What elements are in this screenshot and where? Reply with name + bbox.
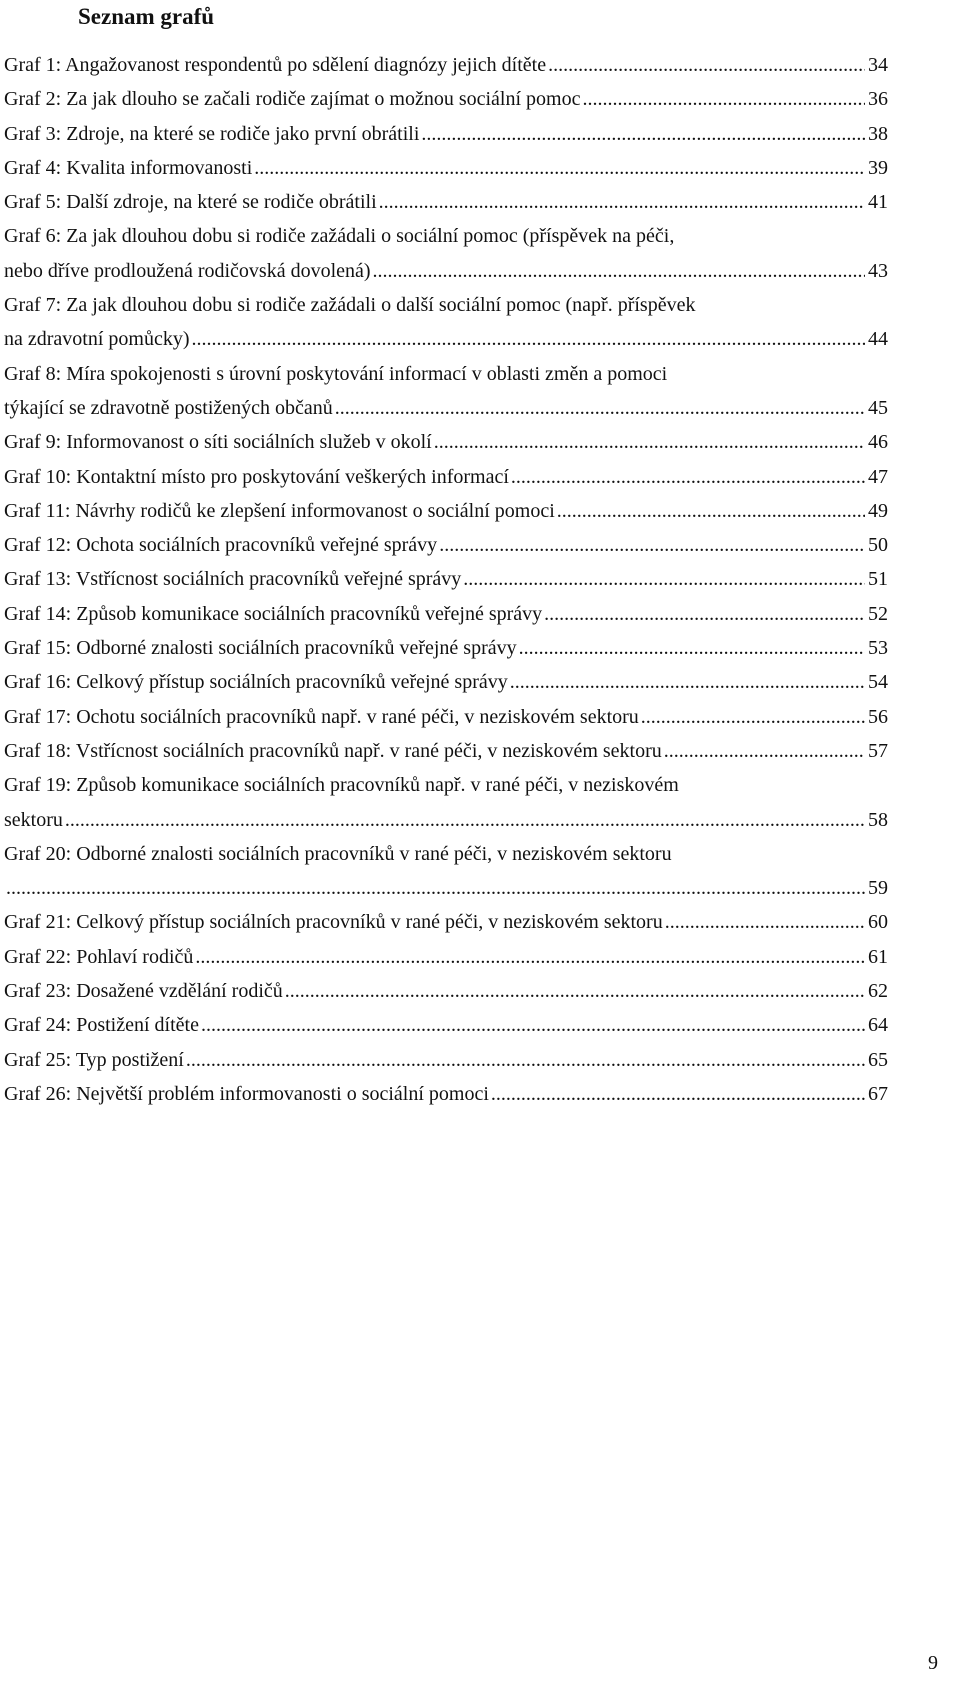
- toc-entry-title: Graf 17: Ochotu sociálních pracovníků např. v rané péči, v neziskovém sektoru: [4, 705, 639, 728]
- toc-entry-title: Graf 16: Celkový přístup sociálních pracovníků veřejné správy: [4, 671, 508, 694]
- toc-entry-title: Graf 25: Typ postižení: [4, 1048, 184, 1071]
- toc-entry[interactable]: [4, 425, 888, 459]
- toc-entry-title: Graf 12: Ochota sociálních pracovníků veřejné správy: [4, 534, 438, 557]
- dot-leader: [491, 1077, 865, 1111]
- toc-entry-title: Graf 5: Další zdroje, na které se rodiče obrátili: [4, 191, 377, 214]
- toc-entry-row: [4, 254, 888, 288]
- toc-entry-page-number: 34: [868, 54, 888, 76]
- toc-entry-title-line: Graf 20: Odborné znalosti sociálních pracovníků v rané péči, v neziskovém sektoru: [4, 842, 672, 865]
- toc-entry-page-number: 43: [868, 259, 888, 282]
- toc-entry-title-line: Graf 7: Za jak dlouhou dobu si rodiče zažádali o další sociální pomoc (např. příspěvek: [4, 294, 696, 317]
- toc-entry-page-number: 51: [868, 568, 888, 591]
- toc-entry-row: [4, 631, 888, 665]
- toc-entry-row: [4, 391, 888, 425]
- toc-entry-title: Graf 13: Vstřícnost sociálních pracovníků veřejné správy: [4, 568, 462, 591]
- toc-entry-title: Graf 24: Postižení dítěte: [4, 1014, 199, 1037]
- toc-entry[interactable]: [4, 700, 888, 734]
- dot-leader: [335, 391, 865, 425]
- toc-entry-row: [4, 905, 888, 939]
- page-number: 9: [928, 1652, 938, 1674]
- dot-leader: [641, 700, 865, 734]
- toc-entry-title: Graf 14: Způsob komunikace sociálních pracovníků veřejné správy: [4, 602, 543, 625]
- dot-leader: [285, 974, 865, 1008]
- dot-leader: [463, 562, 865, 596]
- dot-leader: [195, 940, 865, 974]
- toc-entry-page-number: 45: [868, 396, 888, 419]
- toc-entry[interactable]: [4, 460, 888, 494]
- toc-entry-row: [4, 117, 888, 151]
- toc-entry-page-number: 60: [868, 911, 888, 934]
- toc-entry-row: [4, 803, 888, 837]
- toc-entry-page-number: 41: [868, 191, 888, 214]
- toc-entry-row: [4, 48, 888, 82]
- toc-entry-row: [4, 734, 888, 768]
- dot-leader: [421, 117, 865, 151]
- dot-leader: [65, 803, 865, 837]
- toc-entry[interactable]: [4, 494, 888, 528]
- toc-entry-page-number: 46: [868, 431, 888, 454]
- toc-entry-row: [4, 1043, 888, 1077]
- toc-entry-page-number: 56: [868, 705, 888, 728]
- toc-entry[interactable]: [4, 1008, 888, 1042]
- toc-entry[interactable]: [4, 288, 888, 357]
- dot-leader: [439, 528, 865, 562]
- dot-leader: [519, 631, 865, 665]
- toc-entry-title: Graf 1: Angažovanost respondentů po sdělení diagnózy jejich dítěte: [4, 54, 547, 76]
- toc-entry[interactable]: [4, 1077, 888, 1111]
- toc-entry[interactable]: [4, 631, 888, 665]
- toc-entry[interactable]: [4, 768, 888, 837]
- toc-entry-row: [4, 185, 888, 219]
- dot-leader: [379, 185, 865, 219]
- toc-entry-page-number: 53: [868, 637, 888, 660]
- toc-entry-title: sektoru: [4, 808, 63, 831]
- toc-entry[interactable]: [4, 219, 888, 288]
- toc-entry-row: [4, 940, 888, 974]
- toc-entry-title: nebo dříve prodloužená rodičovská dovolená): [4, 259, 371, 282]
- toc-entry-row: [4, 151, 888, 185]
- dot-leader: [664, 734, 865, 768]
- toc-entry[interactable]: [4, 974, 888, 1008]
- page-title: Seznam grafů: [78, 4, 215, 29]
- toc-entry-page-number: 61: [868, 945, 888, 968]
- toc-entry-page-number: 47: [868, 465, 888, 488]
- toc-entry-page-number: 38: [868, 122, 888, 145]
- toc-entry-page-number: 36: [868, 88, 888, 111]
- toc-entry-title: Graf 11: Návrhy rodičů ke zlepšení informovanost o sociální pomoci: [4, 499, 555, 522]
- toc-entry-title: Graf 4: Kvalita informovanosti: [4, 156, 253, 179]
- toc-entry-row: [4, 1008, 888, 1042]
- toc-entry-title-line: Graf 6: Za jak dlouhou dobu si rodiče zažádali o sociální pomoc (příspěvek na péči,: [4, 225, 675, 248]
- dot-leader: [665, 905, 865, 939]
- toc-entry-row: [4, 1077, 888, 1111]
- dot-leader: [544, 597, 865, 631]
- toc-entry-page-number: 50: [868, 534, 888, 557]
- toc-entry-row: [4, 82, 888, 116]
- toc-entry-title: Graf 9: Informovanost o síti sociálních služeb v okolí: [4, 431, 432, 454]
- toc-entry-page-number: 57: [868, 739, 888, 762]
- toc-entry-row: [4, 665, 888, 699]
- toc-entry-title: Graf 2: Za jak dlouho se začali rodiče zajímat o možnou sociální pomoc: [4, 88, 581, 111]
- toc-entry-page-number: 52: [868, 602, 888, 625]
- toc-entry[interactable]: [4, 185, 888, 219]
- toc-entry-page-number: 64: [868, 1014, 888, 1037]
- toc-entry-page-number: 67: [868, 1082, 888, 1105]
- dot-leader: [557, 494, 865, 528]
- dot-leader: [582, 82, 865, 116]
- toc-entry-title: Graf 3: Zdroje, na které se rodiče jako první obrátili: [4, 122, 420, 145]
- toc-entry-title: Graf 26: Největší problém informovanosti o sociální pomoci: [4, 1082, 489, 1105]
- dot-leader: [511, 460, 865, 494]
- toc-entry-page-number: 58: [868, 808, 888, 831]
- toc-entry-row: [4, 974, 888, 1008]
- toc-entry-row: [4, 322, 888, 356]
- toc-entry-row: [4, 871, 888, 905]
- list-of-charts: [4, 48, 888, 1111]
- toc-entry[interactable]: [4, 597, 888, 631]
- toc-entry-title: Graf 18: Vstřícnost sociálních pracovníků např. v rané péči, v neziskovém sektoru: [4, 739, 662, 762]
- toc-entry[interactable]: [4, 151, 888, 185]
- toc-entry[interactable]: [4, 82, 888, 116]
- toc-entry-title: Graf 10: Kontaktní místo pro poskytování veškerých informací: [4, 465, 509, 488]
- toc-entry-page-number: 44: [868, 328, 888, 351]
- toc-entry-title-line: Graf 19: Způsob komunikace sociálních pracovníků např. v rané péči, v neziskovém: [4, 774, 679, 797]
- toc-entry-row: [4, 528, 888, 562]
- toc-entry-page-number: 54: [868, 671, 888, 694]
- toc-entry-page-number: 39: [868, 156, 888, 179]
- dot-leader: [201, 1008, 865, 1042]
- toc-entry-row: [4, 597, 888, 631]
- toc-entry[interactable]: [4, 940, 888, 974]
- toc-entry[interactable]: [4, 48, 888, 82]
- toc-entry-row: [4, 562, 888, 596]
- toc-entry-page-number: 65: [868, 1048, 888, 1071]
- toc-entry[interactable]: [4, 117, 888, 151]
- dot-leader: [192, 322, 866, 356]
- toc-entry-title: týkající se zdravotně postižených občanů: [4, 396, 333, 419]
- toc-entry-page-number: 59: [868, 877, 888, 900]
- toc-entry-page-number: 62: [868, 980, 888, 1003]
- toc-entry-title-line: Graf 8: Míra spokojenosti s úrovní poskytování informací v oblasti změn a pomoci: [4, 362, 668, 385]
- dot-leader: [186, 1043, 865, 1077]
- toc-entry[interactable]: [4, 1043, 888, 1077]
- toc-entry-page-number: 49: [868, 499, 888, 522]
- toc-entry-title: Graf 15: Odborné znalosti sociálních pracovníků veřejné správy: [4, 637, 517, 660]
- toc-entry-row: [4, 425, 888, 459]
- toc-entry[interactable]: [4, 837, 888, 906]
- toc-entry[interactable]: [4, 562, 888, 596]
- toc-entry[interactable]: [4, 528, 888, 562]
- toc-entry-title: Graf 21: Celkový přístup sociálních pracovníků v rané péči, v neziskovém sektoru: [4, 911, 663, 934]
- dot-leader: [434, 425, 865, 459]
- dot-leader: [548, 48, 865, 82]
- toc-entry[interactable]: [4, 905, 888, 939]
- toc-entry-row: [4, 700, 888, 734]
- toc-entry-title: Graf 23: Dosažené vzdělání rodičů: [4, 980, 283, 1003]
- toc-entry[interactable]: [4, 665, 888, 699]
- toc-entry[interactable]: [4, 734, 888, 768]
- dot-leader: [373, 254, 865, 288]
- toc-entry-title: na zdravotní pomůcky): [4, 328, 190, 351]
- toc-entry-row: [4, 460, 888, 494]
- dot-leader: [6, 871, 865, 905]
- dot-leader: [254, 151, 865, 185]
- toc-entry[interactable]: [4, 357, 888, 426]
- toc-entry-title: Graf 22: Pohlaví rodičů: [4, 945, 194, 968]
- dot-leader: [510, 665, 865, 699]
- toc-entry-row: [4, 494, 888, 528]
